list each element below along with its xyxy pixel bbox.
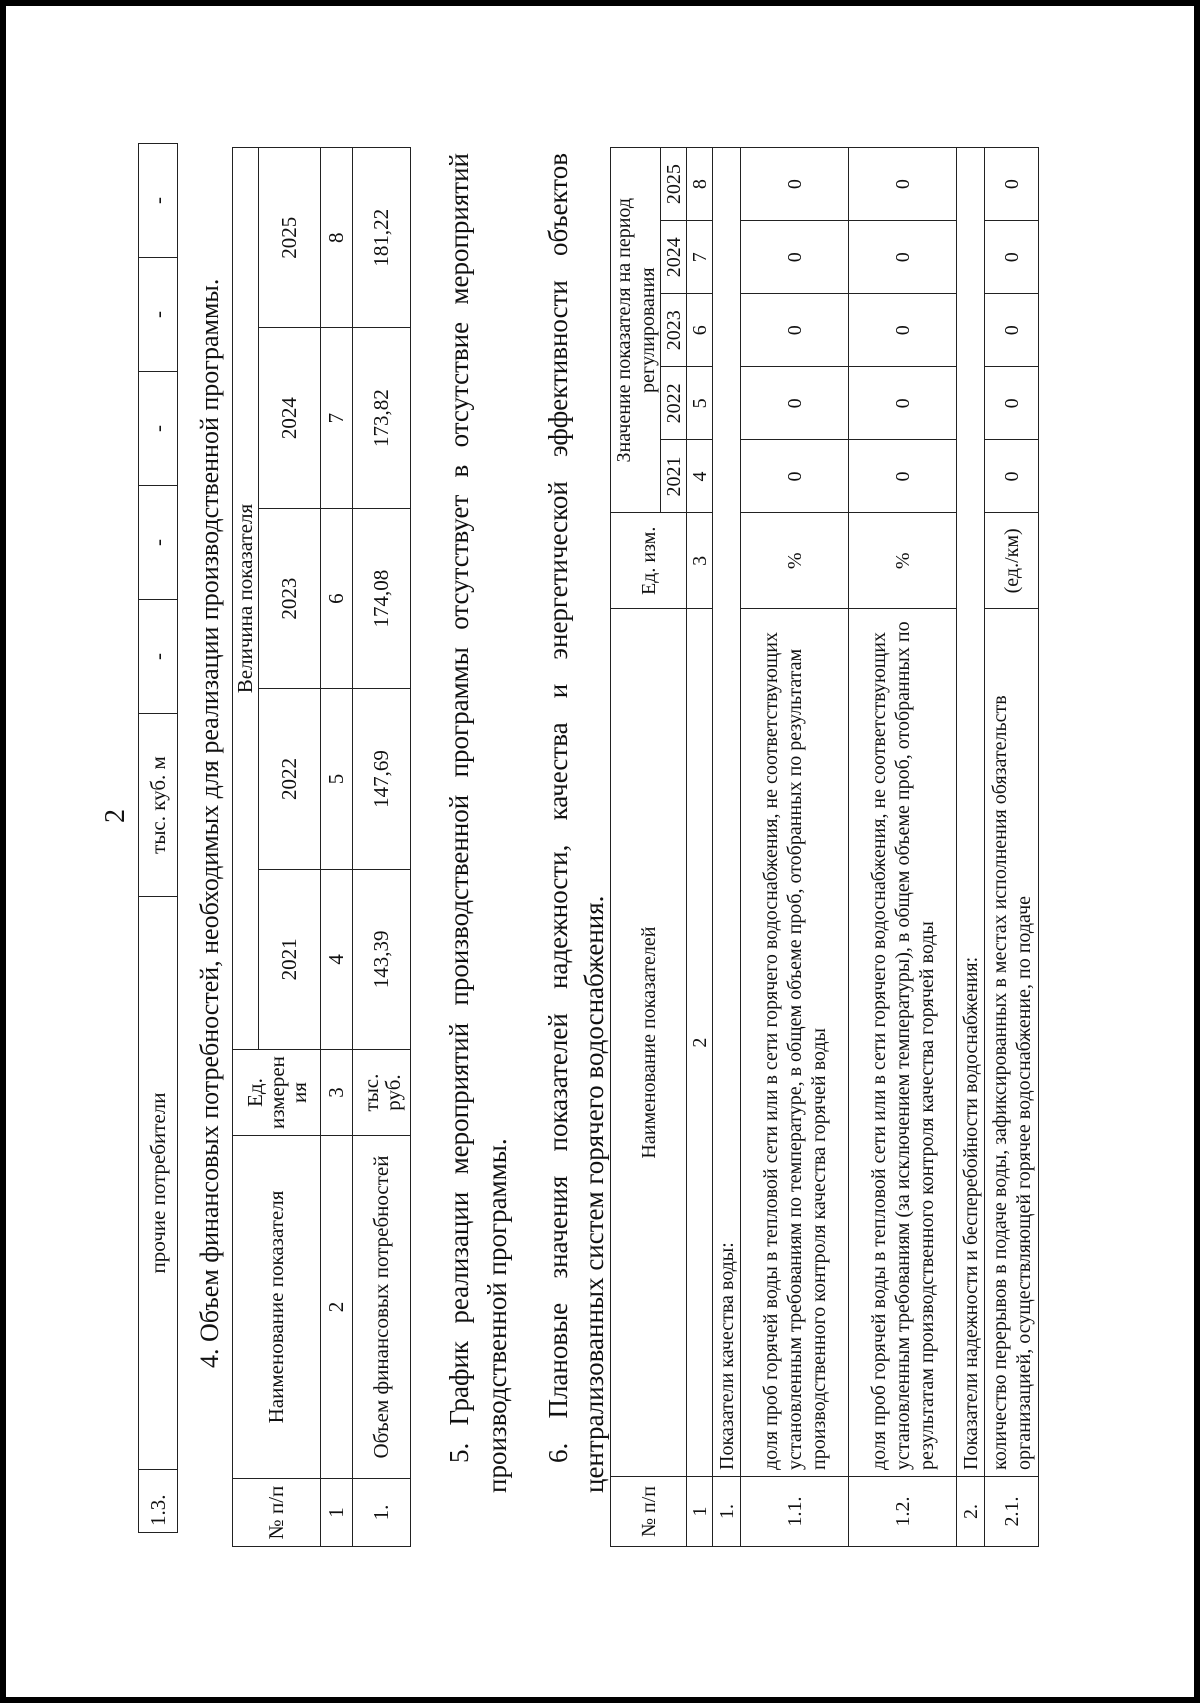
row-num: 1.3. [139, 1470, 178, 1533]
row-name: доля проб горячей воды в тепловой сети или в сети горячего водоснабжения, не соответствующих установленным требованиям (за исключением температуры), в общем объеме проб, отобранных по результатам производственного контроля качества горячей воды [849, 609, 957, 1477]
row-value: 0 [741, 294, 849, 367]
header-unit: Ед. изм. [611, 513, 687, 609]
row-value: 147,69 [353, 689, 411, 869]
row-num: 1.2. [849, 1477, 957, 1547]
header-year: 2024 [259, 328, 321, 508]
header-year: 2023 [661, 294, 687, 367]
row-value: 0 [849, 294, 957, 367]
row-unit: (ед./км) [985, 513, 1039, 609]
index-cell: 8 [687, 148, 713, 221]
section6-line1: 6. Плановые значения показателей надежности, качества и энергетической эффективности объектов [543, 153, 573, 1463]
table-row [139, 144, 178, 1533]
index-cell: 5 [687, 367, 713, 440]
header-year: 2021 [259, 869, 321, 1049]
header-num: № п/п [233, 1479, 321, 1547]
row-unit: тыс. куб. м [139, 714, 178, 897]
index-cell: 6 [687, 294, 713, 367]
section5-line2: производственной программы. [482, 1138, 512, 1493]
row-num: 2.1. [985, 1477, 1039, 1547]
table-row [611, 148, 661, 1547]
header-year: 2024 [661, 221, 687, 294]
row-value: 0 [985, 221, 1039, 294]
table-row [321, 148, 353, 1547]
index-cell: 3 [687, 513, 713, 609]
row-name: прочие потребители [139, 897, 178, 1470]
row-name: Объем финансовых потребностей [353, 1136, 411, 1479]
row-unit: тыс. руб. [353, 1050, 411, 1136]
header-group: Величина показателя [233, 148, 259, 1050]
row-value: - [139, 486, 178, 600]
header-group: Значение показателя на период регулирования [611, 148, 661, 513]
section6-line2: централизованных систем горячего водоснабжения. [579, 895, 609, 1493]
table-row [849, 148, 957, 1547]
row-value: 173,82 [353, 328, 411, 508]
page-number: 2 [100, 809, 131, 823]
row-value: - [139, 144, 178, 258]
table-row [957, 148, 985, 1547]
header-name: Наименование показателей [611, 609, 687, 1477]
row-value: - [139, 600, 178, 714]
section5-line1: 5. График реализации мероприятий производственной программы отсутствует в отсутствие мероприятий [444, 153, 474, 1463]
row-num: 2. [957, 1477, 985, 1547]
index-cell: 4 [321, 869, 353, 1049]
row-value: 0 [741, 221, 849, 294]
row-value: 0 [849, 440, 957, 513]
header-year: 2021 [661, 440, 687, 513]
continuation-table [138, 143, 178, 1533]
row-num: 1.1. [741, 1477, 849, 1547]
header-year: 2023 [259, 508, 321, 688]
row-value: 0 [849, 148, 957, 221]
table-row [985, 148, 1039, 1547]
index-cell: 7 [687, 221, 713, 294]
row-num: 1. [713, 1477, 741, 1547]
table-row [741, 148, 849, 1547]
section-label: Показатели надежности и бесперебойности водоснабжения: [957, 148, 985, 1477]
row-value: - [139, 372, 178, 486]
header-year: 2025 [259, 148, 321, 328]
header-num: № п/п [611, 1477, 687, 1547]
row-value: 0 [985, 367, 1039, 440]
row-value: 0 [985, 294, 1039, 367]
index-cell: 4 [687, 440, 713, 513]
row-value: 0 [849, 367, 957, 440]
index-cell: 1 [321, 1479, 353, 1547]
header-year: 2022 [259, 689, 321, 869]
row-value: - [139, 258, 178, 372]
row-value: 0 [985, 440, 1039, 513]
index-cell: 5 [321, 689, 353, 869]
index-cell: 7 [321, 328, 353, 508]
row-name: количество перерывов в подаче воды, зафиксированных в местах исполнения обязательств организацией, осуществляющей горячее водоснабжение, по подаче [985, 609, 1039, 1477]
section6-paragraph [540, 153, 612, 1493]
header-year: 2025 [661, 148, 687, 221]
indicators-table [610, 147, 1039, 1547]
table-row [713, 148, 741, 1547]
section5-paragraph [440, 153, 516, 1493]
row-num: 1. [353, 1479, 411, 1547]
section-label: Показатели качества воды: [713, 148, 741, 1477]
row-value: 0 [741, 148, 849, 221]
row-unit: % [741, 513, 849, 609]
index-cell: 1 [687, 1477, 713, 1547]
index-cell: 2 [687, 609, 713, 1477]
section4-heading: 4. Объем финансовых потребностей, необходимых для реализации производственной программы. [195, 278, 224, 1368]
table-row [353, 148, 411, 1547]
table-row [233, 148, 259, 1547]
index-cell: 2 [321, 1136, 353, 1479]
financial-needs-table [232, 147, 411, 1547]
header-name: Наименование показателя [233, 1136, 321, 1479]
row-unit: % [849, 513, 957, 609]
index-cell: 6 [321, 508, 353, 688]
index-cell: 3 [321, 1050, 353, 1136]
table-row [687, 148, 713, 1547]
row-name: доля проб горячей воды в тепловой сети или в сети горячего водоснабжения, не соответствующих установленным требованиям по температуре, в общем объеме проб, отобранных по результатам производственного контроля качества горячей воды [741, 609, 849, 1477]
header-year: 2022 [661, 367, 687, 440]
row-value: 143,39 [353, 869, 411, 1049]
index-cell: 8 [321, 148, 353, 328]
row-value: 0 [985, 148, 1039, 221]
row-value: 0 [741, 367, 849, 440]
header-unit: Ед. измерен ия [233, 1050, 321, 1136]
row-value: 181,22 [353, 148, 411, 328]
row-value: 0 [849, 221, 957, 294]
row-value: 174,08 [353, 508, 411, 688]
row-value: 0 [741, 440, 849, 513]
